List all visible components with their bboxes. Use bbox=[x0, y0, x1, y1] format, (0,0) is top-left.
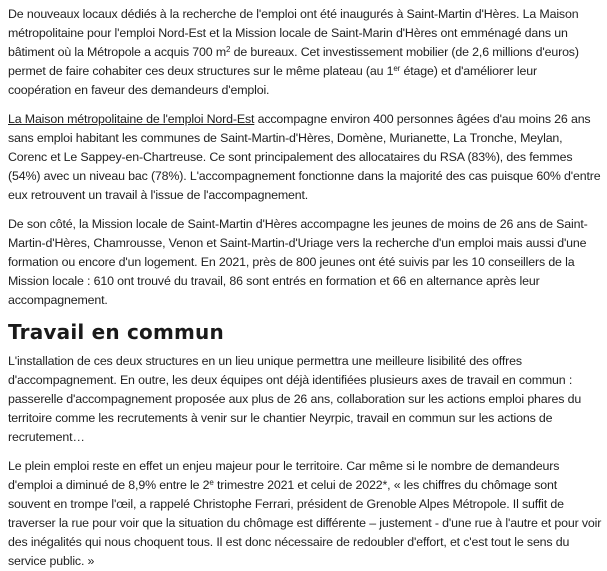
intro-text-c: étage) et d'améliorer leur coopération en faveur des demandeurs d'emploi. bbox=[8, 64, 537, 97]
paragraph-plein-emploi bbox=[8, 457, 602, 571]
paragraph-intro bbox=[8, 5, 602, 100]
paragraph-maison-metropolitaine bbox=[8, 110, 602, 205]
intro-text-a: De nouveaux locaux dédiés à la recherche de l'emploi ont été inaugurés à Saint-Martin d'Hères. La Maison métropolitaine pour l'emploi Nord-Est et la Mission locale de Saint-Marin d'Hères ont emménagé dans un bâtiment où la Métropole a acquis 700 m bbox=[8, 7, 579, 59]
section-heading: Travail en commun bbox=[8, 320, 224, 344]
maison-metropolitaine-text: accompagne environ 400 personnes âgées d'au moins 26 ans sans emploi habitant les communes de Saint-Martin-d'Hères, Domène, Murianette, La Tronche, Meylan, Corenc et Le Sappey-en-Chartreuse. Ce sont principalement des allocataires du RSA (83%), des femmes (54%) avec un niveau bac (78%). L'accompagnement fonctionne dans la majorité des cas puisque 60% d'entre eux retrouvent un travail à l'issue de l'accompagnement. bbox=[8, 112, 601, 202]
intro-text-b: de bureaux. Cet investissement mobilier (de 2,6 millions d'euros) permet de faire cohabiter ces deux structures sur le même plateau (au 1 bbox=[8, 45, 579, 78]
superscript-2: 2 bbox=[226, 45, 231, 54]
plein-emploi-text-b: trimestre 2021 et celui de 2022*, « les chiffres du chômage sont souvent en trompe l'œil, a rappelé Christophe Ferrari, président de Grenoble Alpes Métropole. Il suffit de traverser la rue pour voir que la situation du chômage est différente – justement - d'une rue à l'autre et pour voir des inégalités qui nous choquent tous. Il est donc nécessaire de redoubler d'effort, et c'est tout le sens du service public. » bbox=[8, 478, 602, 568]
superscript-e: e bbox=[209, 478, 214, 487]
maison-metropolitaine-link[interactable]: La Maison métropolitaine de l'emploi Nord-Est bbox=[8, 112, 255, 126]
paragraph-installation: L'installation de ces deux structures en un lieu unique permettra une meilleure lisibilité des offres d'accompagnement. En outre, les deux équipes ont déjà identifiées plusieurs axes de travail en commun : passerelle d'accompagnement proposée aux plus de 26 ans, collaboration sur les actions emploi phares du territoire comme les recrutements à venir sur le chantier Neyrpic, travail en commun sur les actions de recrutement… bbox=[8, 354, 582, 444]
superscript-er: er bbox=[393, 64, 401, 73]
paragraph-mission-locale: De son côté, la Mission locale de Saint-Martin d'Hères accompagne les jeunes de moins de 26 ans de Saint-Martin-d'Hères, Chamrousse, Venon et Saint-Martin-d'Uriage vers la recherche d'un emploi mais aussi d'une formation ou encore d'un logement. En 2021, près de 800 jeunes ont été suivis par les 10 conseillers de la Mission locale : 610 ont trouvé du travail, 86 sont entrés en formation et 66 en alternance après leur accompagnement. bbox=[8, 217, 588, 307]
plein-emploi-text-a: Le plein emploi reste en effet un enjeu majeur pour le territoire. Car même si le nombre de demandeurs d'emploi a diminué de 8,9% entre le 2 bbox=[8, 459, 560, 492]
